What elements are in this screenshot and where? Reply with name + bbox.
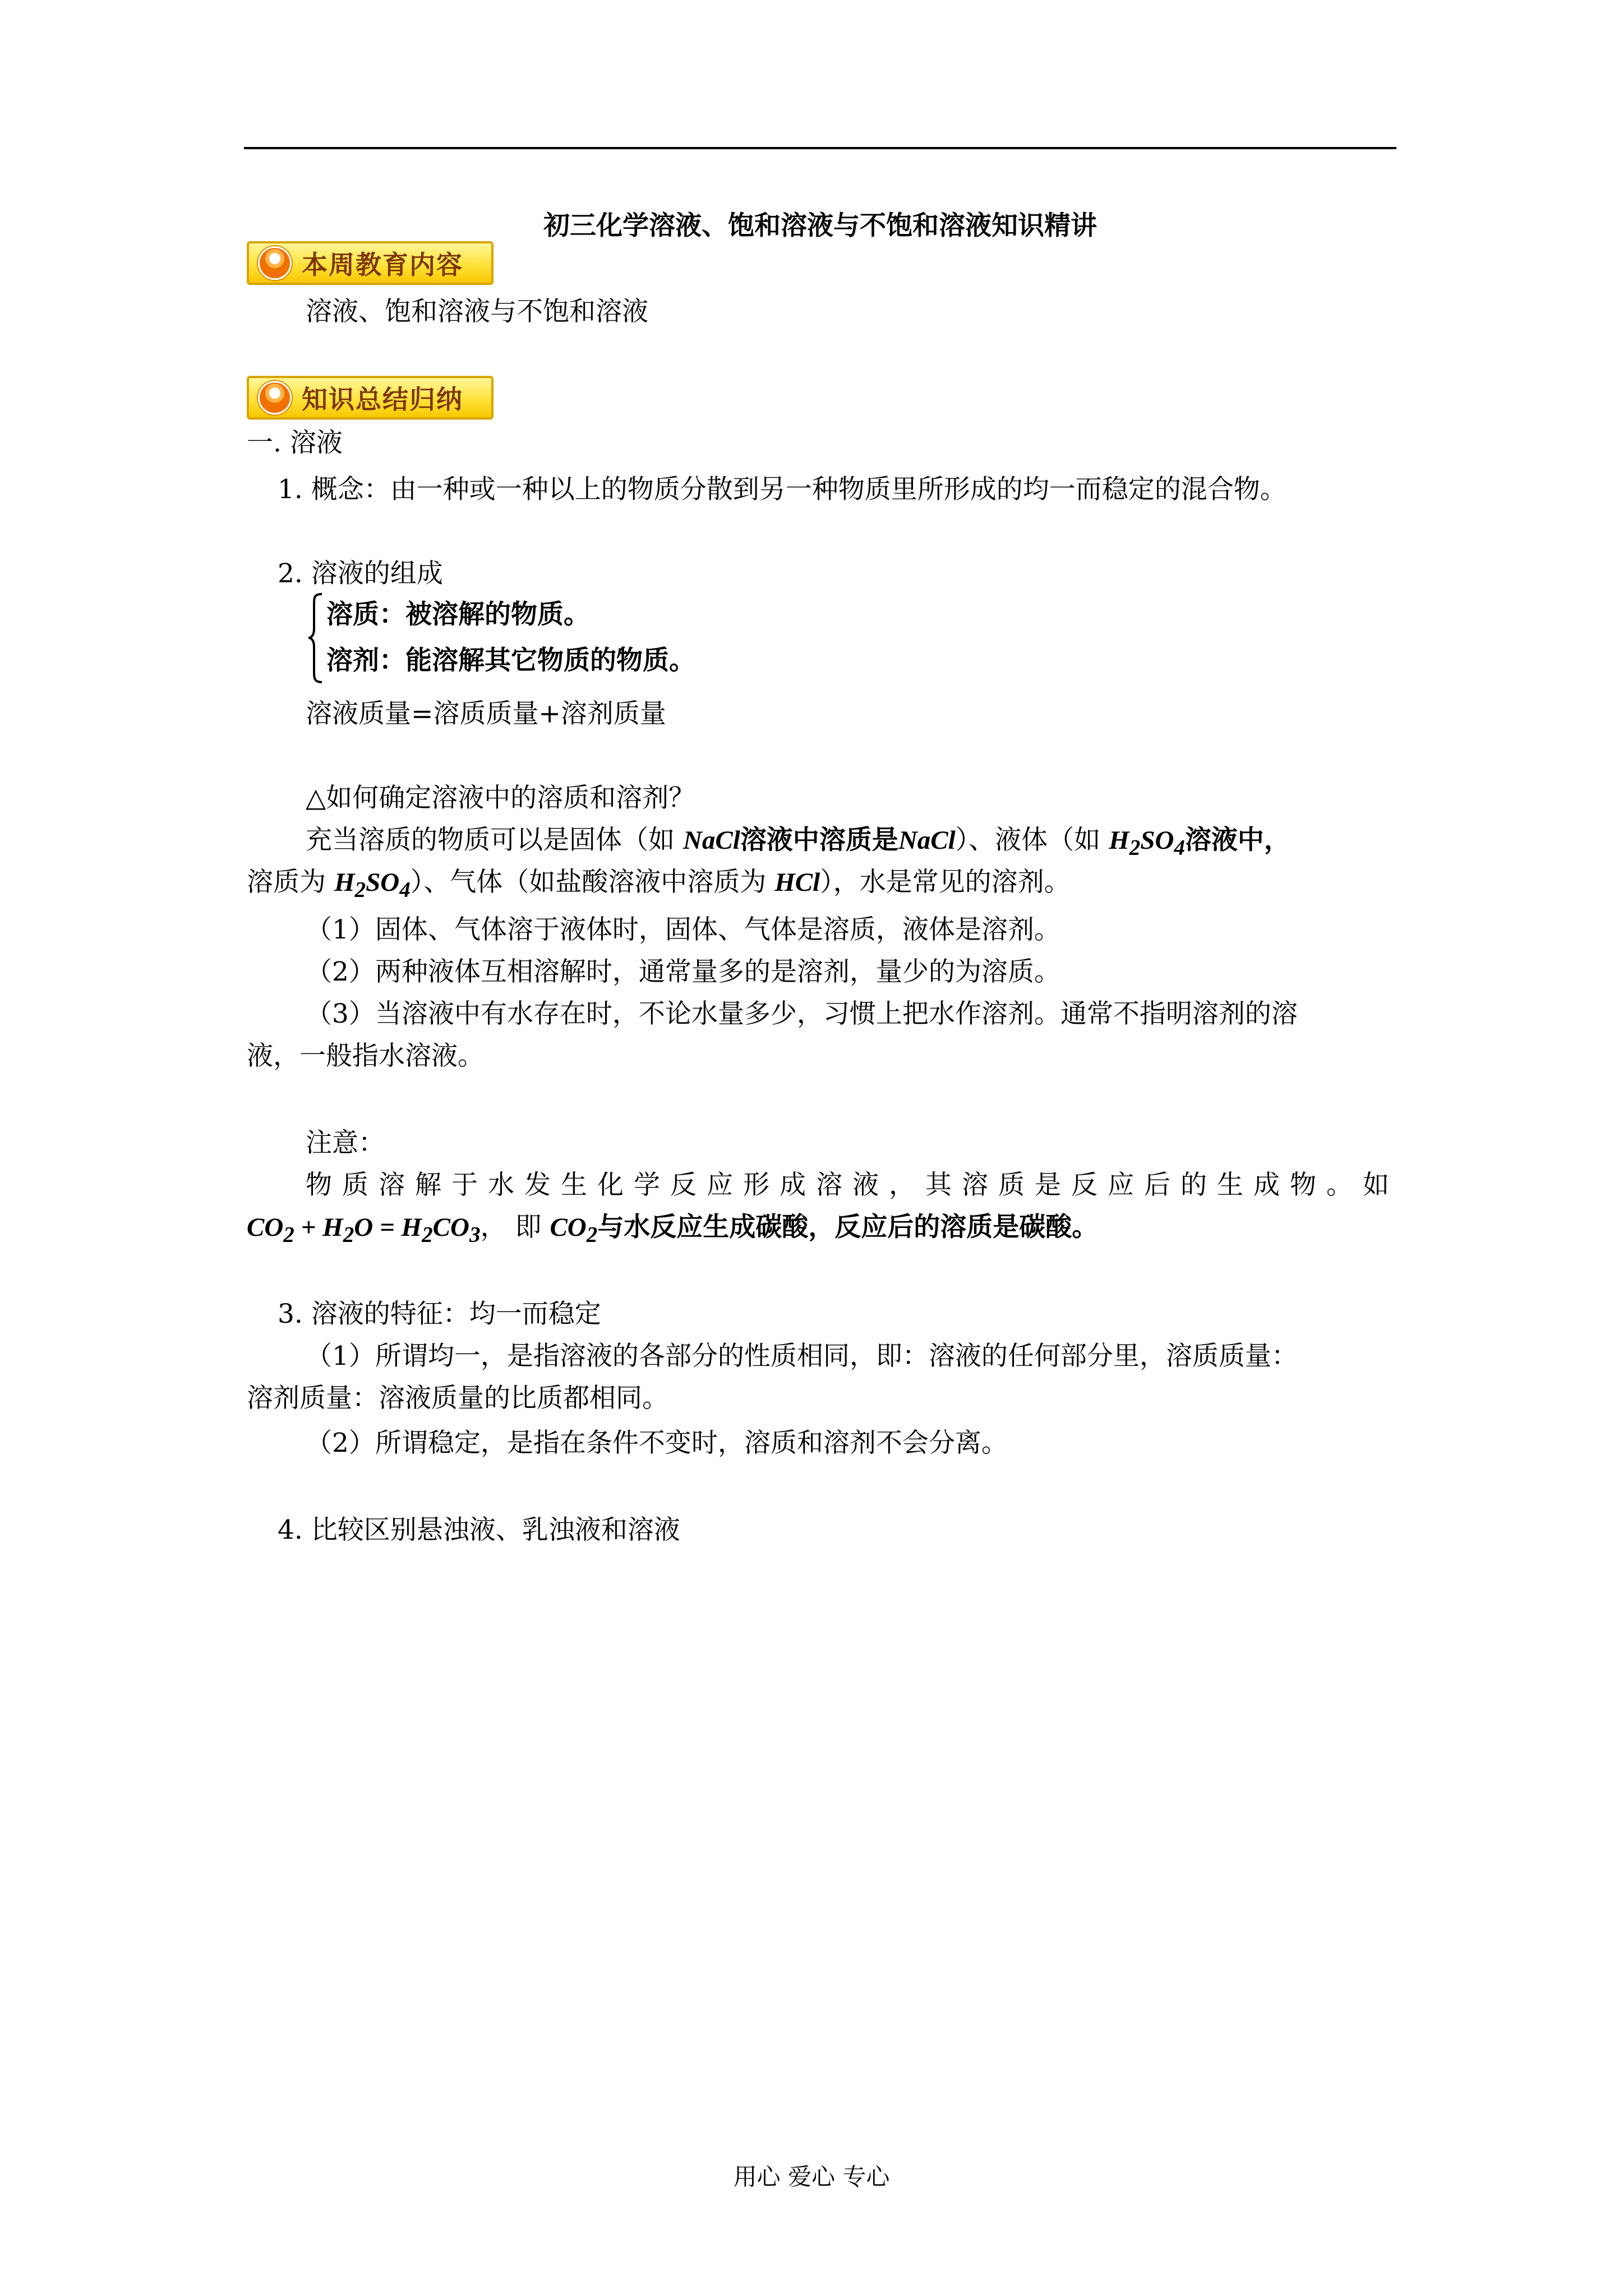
text-span: ），水是常见的溶剂。	[820, 867, 1071, 898]
subscript: 2	[1129, 835, 1141, 860]
note-line-1: 物质溶解于水发生化学反应形成溶液，其溶质是反应后的生成物。如	[306, 1170, 1399, 1200]
question-line: △如何确定溶液中的溶质和溶剂？	[306, 783, 695, 813]
subscript: 2	[422, 1222, 433, 1247]
rule-3-line-1: （3）当溶液中有水存在时，不论水量多少，习惯上把水作溶剂。通常不指明溶剂的溶	[306, 999, 1298, 1029]
note-label: 注意：	[306, 1128, 385, 1158]
orange-circle-icon	[258, 381, 292, 415]
text-span: 溶液中溶质是	[740, 825, 898, 855]
text-span: 溶质为	[247, 867, 334, 898]
solute-examples-line-2	[247, 867, 1071, 903]
formula-co: CO	[247, 1213, 284, 1242]
text-span: ）、气体（如盐酸溶液中溶质为	[410, 867, 775, 898]
formula-h: H	[1109, 826, 1129, 855]
characteristic-1-line-1: （1）所谓均一，是指溶液的各部分的性质相同，即：溶液的任何部分里，溶质质量：	[306, 1341, 1298, 1372]
characteristic-1-line-2: 溶剂质量：溶液质量的比质都相同。	[247, 1383, 668, 1414]
formula-co: CO	[432, 1213, 469, 1242]
rule-2: （2）两种液体互相溶解时，通常量多的是溶剂，量少的为溶质。	[306, 956, 1061, 987]
subscript: 2	[354, 877, 366, 902]
text-span: ）、液体（如	[955, 825, 1109, 855]
orange-circle-icon	[258, 246, 292, 280]
formula-h: H	[334, 868, 355, 897]
solute-examples-line-1	[306, 825, 1290, 861]
subscript: 4	[399, 877, 411, 902]
subscript: 2	[586, 1222, 598, 1247]
formula-so: SO	[366, 868, 400, 897]
text-span: 与水反应生成碳酸，反应后的溶质是碳酸。	[597, 1212, 1099, 1243]
formula-nacl: NaCl	[683, 826, 740, 855]
text-span: 溶液中，	[1184, 825, 1290, 855]
weekly-content-text: 溶液、饱和溶液与不饱和溶液	[306, 296, 648, 327]
formula-co: CO	[550, 1213, 587, 1242]
header-rule	[244, 147, 1396, 149]
subscript: 2	[283, 1222, 294, 1247]
mass-equation: 溶液质量=溶质质量+溶剂质量	[306, 698, 666, 729]
rule-3-line-2: 液，一般指水溶液。	[247, 1041, 484, 1071]
section-badge-knowledge-summary	[247, 376, 494, 420]
concept-paragraph: 1. 概念：由一种或一种以上的物质分散到另一种物质里所形成的均一而稳定的混合物。	[278, 474, 1287, 505]
section-badge-weekly-content	[247, 241, 494, 285]
formula-so: SO	[1140, 826, 1174, 855]
solvent-definition: 溶剂：能溶解其它物质的物质。	[326, 645, 695, 676]
comparison-heading: 4. 比较区别悬浊液、乳浊液和溶液	[278, 1515, 680, 1545]
composition-heading: 2. 溶液的组成	[278, 558, 443, 589]
page-footer: 用心 爱心 专心	[733, 2163, 890, 2191]
note-line-2	[247, 1212, 1098, 1248]
formula-plus-h: + H	[294, 1213, 343, 1242]
text-span: ， 即	[480, 1212, 550, 1243]
subscript: 4	[1174, 835, 1185, 860]
formula-hcl: HCl	[774, 868, 820, 897]
solute-definition: 溶质：被溶解的物质。	[326, 599, 590, 630]
badge-label: 本周教育内容	[302, 250, 463, 280]
characteristics-heading: 3. 溶液的特征：均一而稳定	[278, 1299, 601, 1329]
subscript: 3	[469, 1222, 481, 1247]
characteristic-2: （2）所谓稳定，是指在条件不变时，溶质和溶剂不会分离。	[306, 1428, 1008, 1458]
rule-1: （1）固体、气体溶于液体时，固体、气体是溶质，液体是溶剂。	[306, 914, 1061, 945]
formula-nacl: NaCl	[898, 826, 956, 855]
badge-label: 知识总结归纳	[302, 384, 463, 415]
document-title: 初三化学溶液、饱和溶液与不饱和溶液知识精讲	[543, 210, 1097, 241]
formula-o-eq-h: O = H	[354, 1213, 422, 1242]
heading-solution: 一. 溶液	[247, 427, 343, 458]
subscript: 2	[343, 1222, 354, 1247]
text-span: 充当溶质的物质可以是固体（如	[306, 825, 683, 855]
left-brace-icon	[307, 592, 324, 684]
